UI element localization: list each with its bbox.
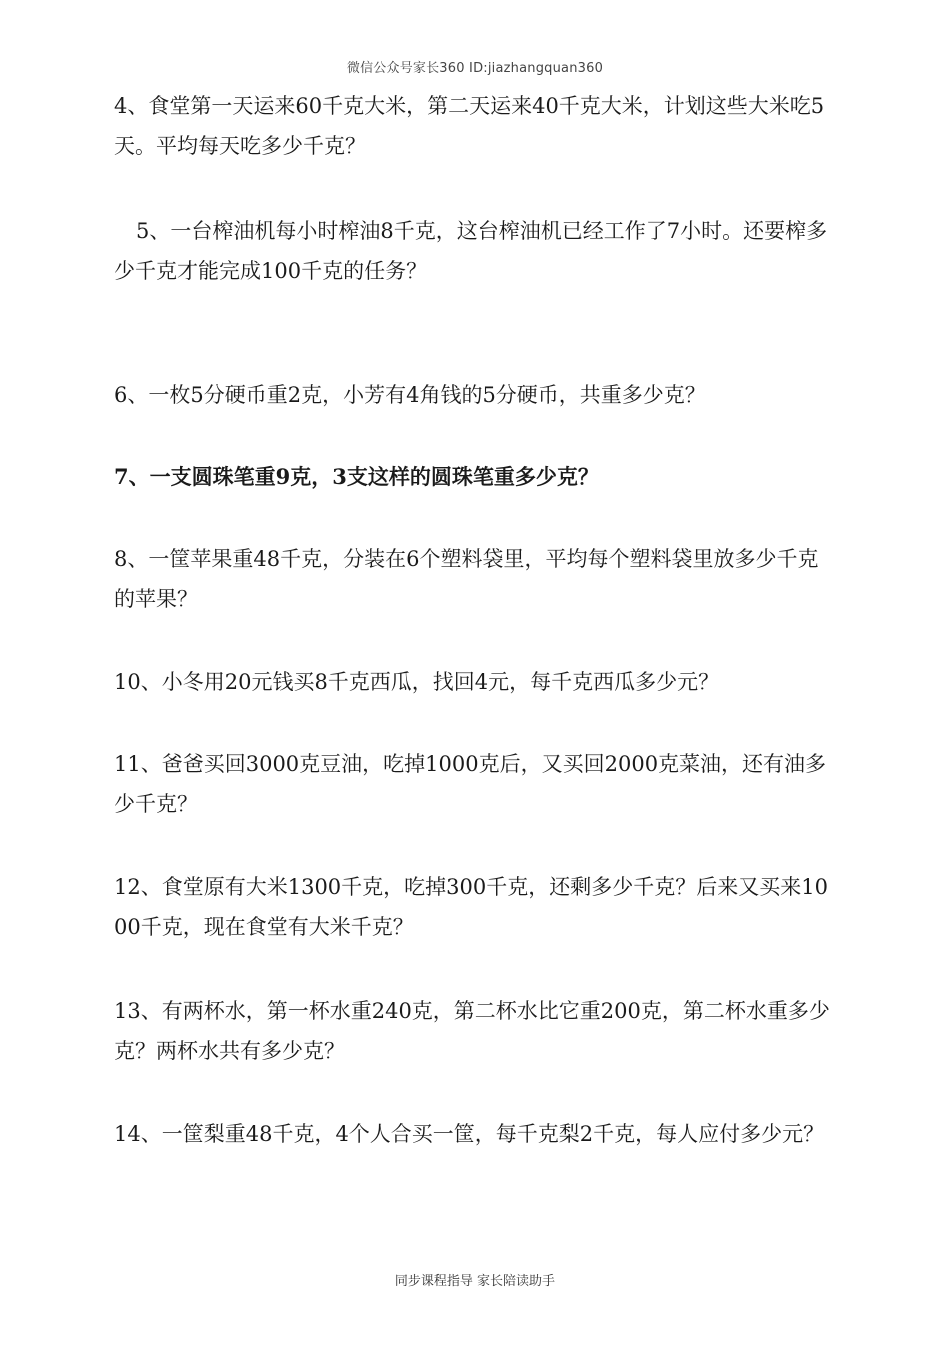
question-8: 8、一筐苹果重48千克，分装在6个塑料袋里，平均每个塑料袋里放多少千克的苹果？: [114, 547, 819, 611]
question-13: 13、有两杯水，第一杯水重240克，第二杯水比它重200克，第二杯水重多少克？两杯水共有多少克？: [114, 999, 830, 1063]
question-11: 11、爸爸买回3000克豆油，吃掉1000克后，又买回2000克菜油，还有油多少千克？: [114, 752, 827, 816]
question-10: 10、小冬用20元钱买8千克西瓜，找回4元，每千克西瓜多少元？: [114, 670, 720, 694]
question-14: 14、一筐梨重48千克，4个人合买一筐，每千克梨2千克，每人应付多少元？: [114, 1122, 825, 1146]
question-5: 5、一台榨油机每小时榨油8千克，这台榨油机已经工作了7小时。还要榨多少千克才能完成100千克的任务？: [114, 219, 828, 283]
question-12: 12、食堂原有大米1300千克，吃掉300千克，还剩多少千克？后来又买来1000千克，现在食堂有大米千克？: [114, 875, 828, 939]
page-header: 微信公众号家长360 ID:jiazhangquan360: [346, 61, 604, 76]
question-6: 6、一枚5分硬币重2克，小芳有4角钱的5分硬币，共重多少克？: [114, 383, 706, 407]
question-4: 4、食堂第一天运来60千克大米，第二天运来40千克大米，计划这些大米吃5天。平均每天吃多少千克？: [114, 94, 825, 158]
page-footer: 同步课程指导 家长陪读助手: [394, 1274, 556, 1289]
question-7: 7、一支圆珠笔重9克，3支这样的圆珠笔重多少克？: [114, 464, 599, 489]
